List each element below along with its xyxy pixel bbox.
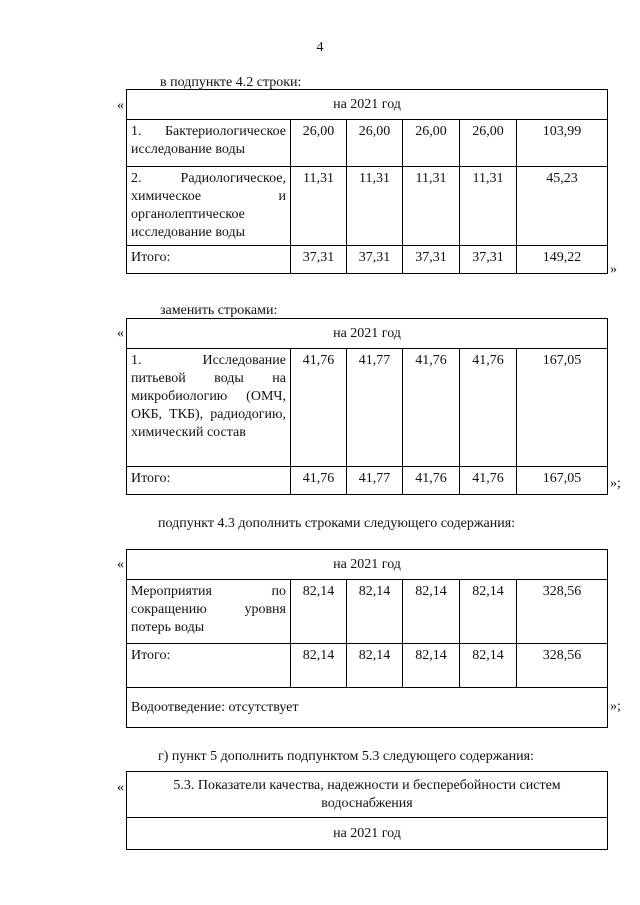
table-header: на 2021 год [127, 550, 608, 580]
close-quote-2: »; [610, 476, 621, 491]
row-label: 1. Бактериологическое исследование воды [127, 120, 291, 167]
cell-value: 41,76 [291, 349, 347, 467]
cell-value: 41,76 [291, 467, 347, 495]
row-label: 2. Радиологическое, химическое и органолептическое исследование воды [127, 167, 291, 246]
intro-text-2: заменить строками: [160, 303, 278, 318]
row-label: 1. Исследование питьевой воды на микробиологию (ОМЧ, ОКБ, ТКБ), радиодогию, химический состав [127, 349, 291, 467]
cell-value: 11,31 [291, 167, 347, 246]
cell-value: 41,76 [403, 467, 460, 495]
row-label: Итого: [127, 644, 291, 688]
table-row-total [127, 467, 608, 495]
table-row [127, 120, 608, 167]
cell-value: 26,00 [291, 120, 347, 167]
table-header: на 2021 год [127, 818, 608, 850]
cell-total: 328,56 [517, 644, 608, 688]
close-quote-1: » [610, 262, 617, 277]
footer-text: Водоотведение: отсутствует [127, 688, 608, 728]
cell-total: 103,99 [517, 120, 608, 167]
cell-value: 82,14 [347, 644, 403, 688]
cell-value: 82,14 [460, 644, 517, 688]
cell-value: 11,31 [347, 167, 403, 246]
table-4-2-new [126, 318, 608, 495]
table-5-3-add [126, 771, 608, 850]
table-header: на 2021 год [127, 319, 608, 349]
cell-value: 26,00 [403, 120, 460, 167]
open-quote-2: « [117, 326, 124, 341]
open-quote-4: « [117, 780, 124, 795]
cell-value: 82,14 [291, 644, 347, 688]
cell-value: 41,76 [403, 349, 460, 467]
table-4-3-add [126, 549, 608, 728]
table-row [127, 167, 608, 246]
cell-value: 82,14 [403, 580, 460, 644]
row-label: Итого: [127, 246, 291, 274]
cell-value: 11,31 [403, 167, 460, 246]
cell-total: 167,05 [517, 467, 608, 495]
table-row-total [127, 246, 608, 274]
cell-value: 37,31 [460, 246, 517, 274]
cell-value: 82,14 [291, 580, 347, 644]
table-row-total [127, 644, 608, 688]
cell-value: 26,00 [347, 120, 403, 167]
row-label: Итого: [127, 467, 291, 495]
table-footer-row [127, 688, 608, 728]
cell-value: 37,31 [347, 246, 403, 274]
cell-value: 41,77 [347, 349, 403, 467]
cell-value: 37,31 [291, 246, 347, 274]
cell-value: 82,14 [403, 644, 460, 688]
cell-value: 41,76 [460, 349, 517, 467]
cell-value: 26,00 [460, 120, 517, 167]
cell-total: 167,05 [517, 349, 608, 467]
table-row [127, 580, 608, 644]
cell-value: 41,76 [460, 467, 517, 495]
cell-value: 82,14 [460, 580, 517, 644]
section-title: 5.3. Показатели качества, надежности и бесперебойности систем водоснабжения [127, 772, 608, 818]
intro-text-4: г) пункт 5 дополнить подпунктом 5.3 следующего содержания: [158, 749, 534, 764]
table-header: на 2021 год [127, 90, 608, 120]
close-quote-3: »; [610, 699, 621, 714]
open-quote-1: « [117, 98, 124, 113]
intro-text-3: подпункт 4.3 дополнить строками следующего содержания: [158, 516, 516, 531]
table-4-2-old [126, 89, 608, 274]
cell-total: 328,56 [517, 580, 608, 644]
table-row [127, 349, 608, 467]
intro-text-1: в подпункте 4.2 строки: [160, 75, 302, 90]
page-number: 4 [316, 40, 324, 55]
cell-value: 11,31 [460, 167, 517, 246]
cell-total: 149,22 [517, 246, 608, 274]
cell-total: 45,23 [517, 167, 608, 246]
cell-value: 82,14 [347, 580, 403, 644]
cell-value: 37,31 [403, 246, 460, 274]
open-quote-3: « [117, 557, 124, 572]
cell-value: 41,77 [347, 467, 403, 495]
row-label: Мероприятия по сокращению уровня потерь воды [127, 580, 291, 644]
